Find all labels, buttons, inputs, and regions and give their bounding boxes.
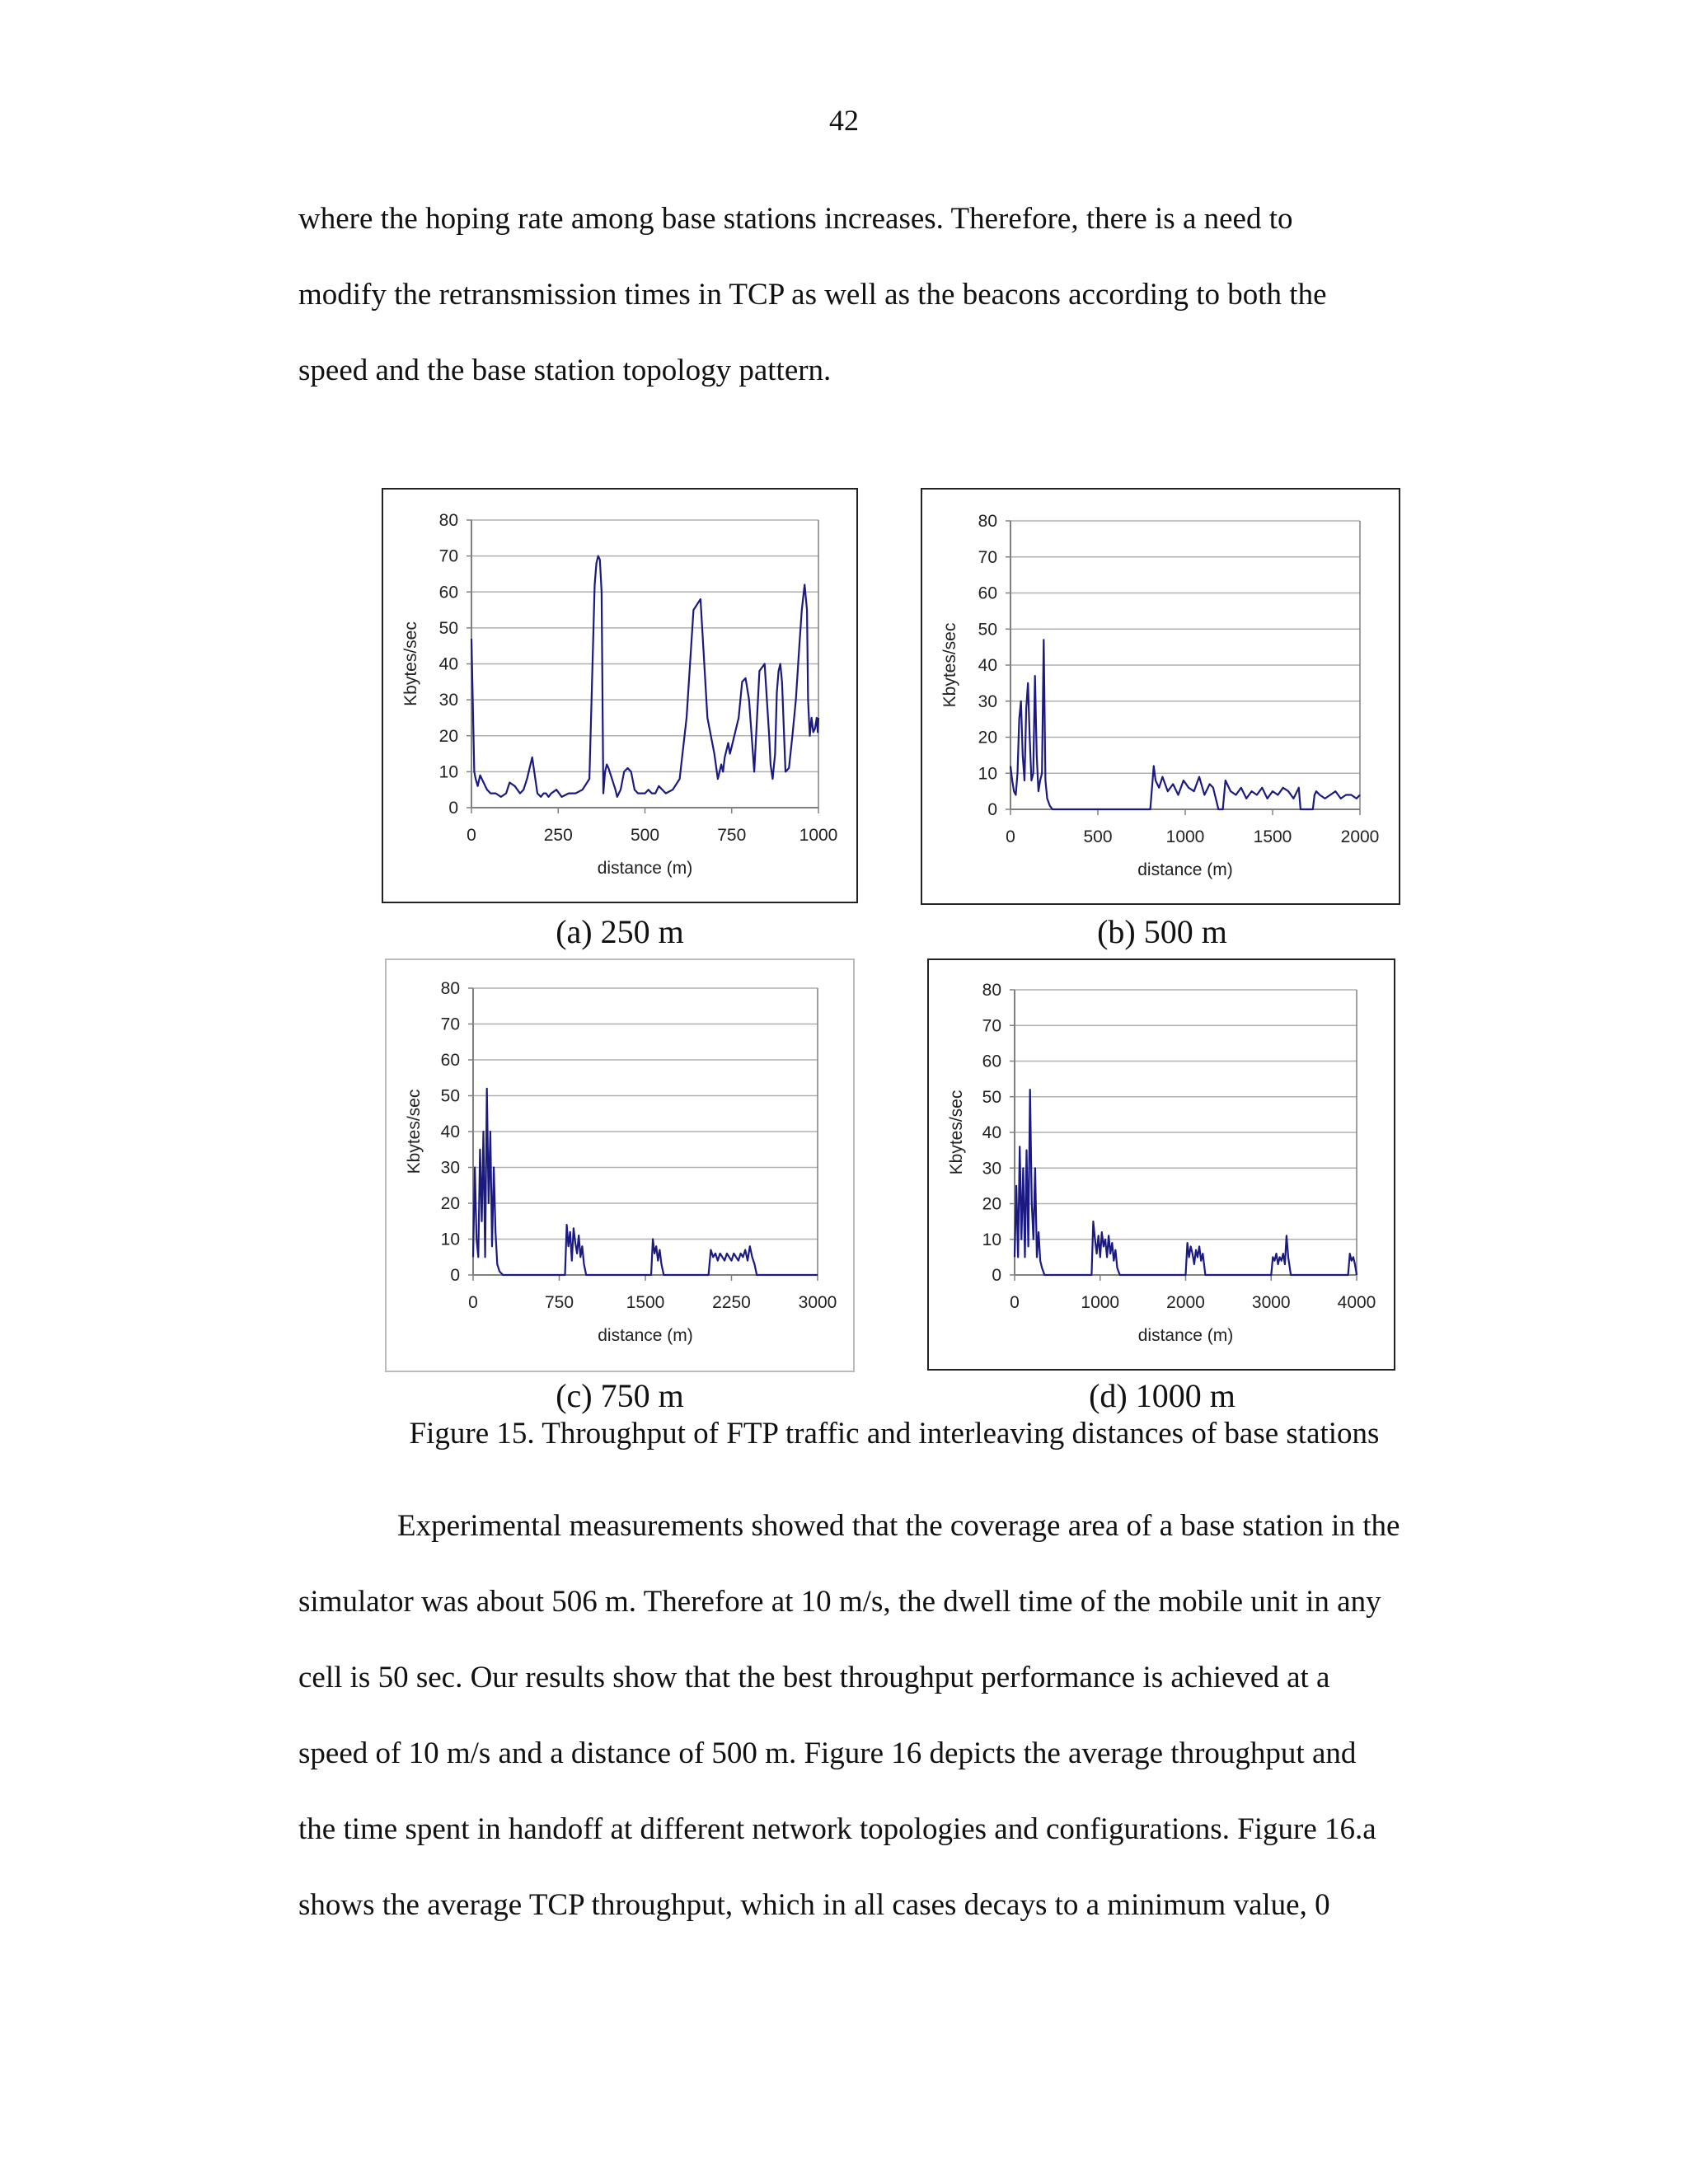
y-tick-label: 20 — [978, 728, 997, 748]
y-tick-label: 60 — [440, 1051, 460, 1070]
subcaption-a: (a) 250 m — [556, 913, 684, 950]
x-tick-label: 4000 — [1337, 1293, 1376, 1312]
y-tick-label: 70 — [982, 1016, 1001, 1036]
chart-d — [929, 960, 1394, 1369]
x-tick-label: 750 — [717, 826, 747, 845]
y-tick-label: 20 — [982, 1194, 1001, 1214]
chart-c-frame — [385, 958, 855, 1372]
x-tick-label: 2000 — [1340, 827, 1380, 846]
subcaption-d: (d) 1000 m — [1089, 1377, 1236, 1414]
y-tick-label: 10 — [982, 1230, 1001, 1249]
y-tick-label: 60 — [982, 1052, 1001, 1071]
paragraph-intro — [298, 181, 1493, 409]
chart-b-frame — [921, 488, 1400, 905]
x-tick-label: 1000 — [1081, 1293, 1120, 1312]
x-tick-label: 3000 — [1251, 1293, 1291, 1312]
y-tick-label: 80 — [982, 981, 1001, 1000]
y-tick-label: 50 — [982, 1087, 1001, 1107]
figure-caption: Figure 15. Throughput of FTP traffic and interleaving distances of base stations — [409, 1417, 1380, 1451]
y-tick-label: 10 — [438, 762, 458, 782]
y-tick-label: 60 — [438, 583, 458, 602]
subcaption-c: (c) 750 m — [556, 1377, 684, 1414]
chart-b — [922, 490, 1399, 903]
y-axis-label: Kbytes/sec — [940, 622, 959, 708]
x-axis-label: distance (m) — [1137, 860, 1233, 879]
y-tick-label: 70 — [440, 1015, 460, 1034]
text-line: cell is 50 sec. Our results show that the best throughput performance is achieved at a — [298, 1661, 1330, 1694]
x-tick-label: 0 — [467, 826, 476, 845]
y-tick-label: 30 — [982, 1159, 1001, 1179]
y-axis-label: Kbytes/sec — [401, 621, 420, 706]
text-line: the time spent in handoff at different network topologies and configurations. Figure 16.a — [298, 1812, 1376, 1846]
x-axis-label: distance (m) — [1137, 1326, 1234, 1345]
series-line — [473, 1089, 818, 1275]
y-tick-label: 20 — [438, 726, 458, 746]
text-line: shows the average TCP throughput, which in all cases decays to a minimum value, 0 — [298, 1888, 1330, 1922]
text-line: where the hoping rate among base stations increases. Therefore, there is a need to — [298, 202, 1293, 236]
y-tick-label: 0 — [987, 800, 997, 819]
x-tick-label: 1000 — [1165, 827, 1205, 846]
y-tick-label: 70 — [438, 546, 458, 566]
chart-d-frame — [927, 958, 1395, 1371]
x-tick-label: 0 — [1006, 827, 1015, 846]
x-tick-label: 250 — [543, 826, 573, 845]
x-axis-label: distance (m) — [598, 1326, 693, 1345]
chart-a — [383, 490, 856, 902]
x-tick-label: 2000 — [1166, 1293, 1205, 1312]
x-tick-label: 0 — [468, 1293, 478, 1312]
series-line — [1015, 1090, 1357, 1275]
y-tick-label: 40 — [438, 654, 458, 674]
y-tick-label: 10 — [440, 1230, 460, 1249]
x-tick-label: 3000 — [798, 1293, 837, 1312]
y-tick-label: 40 — [440, 1122, 460, 1141]
x-tick-label: 1500 — [1253, 827, 1292, 846]
y-tick-label: 0 — [450, 1266, 460, 1285]
text-line: speed of 10 m/s and a distance of 500 m. Figure 16 depicts the average throughput and — [298, 1736, 1357, 1770]
x-tick-label: 500 — [1083, 827, 1113, 846]
y-tick-label: 30 — [438, 691, 458, 710]
y-tick-label: 50 — [978, 620, 997, 640]
x-axis-label: distance (m) — [597, 859, 693, 878]
y-tick-label: 0 — [448, 799, 458, 818]
y-tick-label: 10 — [978, 764, 997, 784]
y-tick-label: 80 — [978, 512, 997, 531]
subcaption-b: (b) 500 m — [1097, 913, 1227, 950]
y-axis-label: Kbytes/sec — [947, 1090, 966, 1175]
text-line: Experimental measurements showed that the coverage area of a base station in the — [397, 1509, 1400, 1543]
text-line: simulator was about 506 m. Therefore at 10 m/s, the dwell time of the mobile unit in any — [298, 1585, 1381, 1619]
y-axis-label: Kbytes/sec — [405, 1089, 424, 1174]
x-tick-label: 750 — [544, 1293, 574, 1312]
x-tick-label: 0 — [1010, 1293, 1020, 1312]
page-number: 42 — [829, 104, 859, 137]
x-tick-label: 1000 — [799, 826, 838, 845]
y-tick-label: 50 — [440, 1086, 460, 1106]
x-tick-label: 2250 — [712, 1293, 751, 1312]
text-line: speed and the base station topology pattern. — [298, 354, 832, 387]
y-tick-label: 20 — [440, 1194, 460, 1213]
y-tick-label: 80 — [440, 979, 460, 998]
y-tick-label: 50 — [438, 618, 458, 638]
y-tick-label: 40 — [982, 1123, 1001, 1142]
text-line: modify the retransmission times in TCP as well as the beacons according to both the — [298, 278, 1327, 312]
y-tick-label: 60 — [978, 583, 997, 603]
y-tick-label: 30 — [440, 1158, 460, 1178]
y-tick-label: 40 — [978, 656, 997, 675]
chart-c — [387, 960, 853, 1371]
y-tick-label: 30 — [978, 691, 997, 711]
chart-a-frame — [382, 488, 858, 903]
y-tick-label: 80 — [438, 511, 458, 530]
x-tick-label: 500 — [630, 826, 660, 845]
y-tick-label: 0 — [992, 1266, 1001, 1285]
paragraph-results — [298, 1488, 1493, 1943]
y-tick-label: 70 — [978, 547, 997, 567]
x-tick-label: 1500 — [626, 1293, 665, 1312]
